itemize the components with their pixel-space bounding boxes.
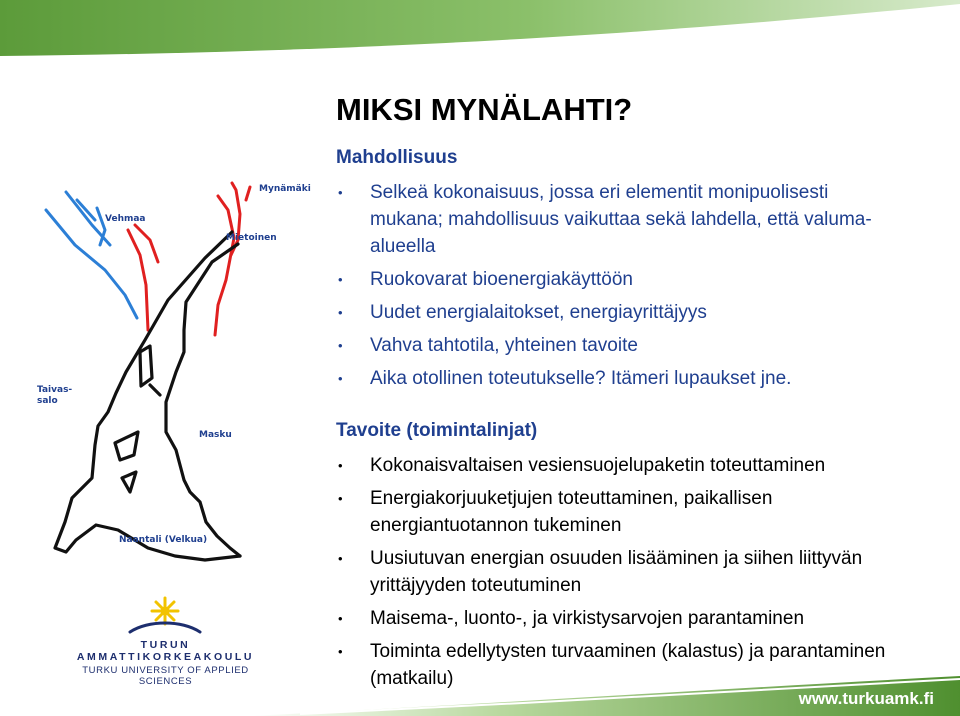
bay-map-sketch	[20, 170, 320, 570]
list-item-text: Aika otollinen toteutukselle? Itämeri lupaukset jne.	[370, 368, 792, 389]
section-goal	[336, 420, 906, 698]
list-item	[336, 605, 906, 632]
list-item-text: Selkeä kokonaisuus, jossa eri elementit monipuolisesti mukana; mahdollisuus vaikuttaa sekä lahdella, että valuma-alueella	[370, 182, 872, 257]
section-heading-goal: Tavoite (toimintalinjat)	[336, 420, 538, 441]
bullet-icon: •	[338, 305, 343, 320]
top-green-band	[0, 0, 960, 60]
map-label-masku: Masku	[199, 430, 232, 440]
goal-list	[336, 452, 906, 692]
list-item-text: Maisema-, luonto-, ja virkistysarvojen parantaminen	[370, 608, 805, 629]
bullet-icon: •	[338, 458, 343, 473]
bullet-icon: •	[338, 272, 343, 287]
bullet-icon: •	[338, 185, 343, 200]
map-label-taivassalo-1: Taivas-	[37, 385, 73, 395]
bullet-icon: •	[338, 551, 343, 566]
list-item	[336, 545, 906, 599]
bullet-icon: •	[338, 338, 343, 353]
map-label-mynamaki: Mynämäki	[259, 184, 311, 194]
section-heading-opportunity: Mahdollisuus	[336, 147, 458, 168]
logo-name-fi: TURUN AMMATTIKORKEAKOULU	[76, 639, 255, 663]
list-item	[336, 638, 906, 692]
map-label-vehmaa: Vehmaa	[105, 214, 146, 224]
list-item	[336, 332, 906, 359]
list-item-text: Vahva tahtotila, yhteinen tavoite	[370, 335, 638, 356]
list-item	[336, 365, 906, 392]
sun-emblem-icon	[58, 594, 273, 634]
list-item	[336, 452, 906, 479]
website-link[interactable]: www.turkuamk.fi	[798, 689, 934, 708]
bullet-icon: •	[338, 611, 343, 626]
list-item-text: Uusiutuvan energian osuuden lisääminen ja siihen liittyvän yrittäjyyden toteutuminen	[370, 548, 863, 596]
logo-name-en: TURKU UNIVERSITY OF APPLIED SCIENCES	[82, 665, 249, 687]
blue-river-lines	[46, 192, 137, 318]
map-label-naantali: Naantali (Velkua)	[119, 535, 208, 545]
university-logo	[58, 594, 273, 687]
map-label-mietoinen: Mietoinen	[226, 233, 277, 243]
bullet-icon: •	[338, 644, 343, 659]
list-item-text: Uudet energialaitokset, energiayrittäjyys	[370, 302, 707, 323]
bullet-icon: •	[338, 491, 343, 506]
coastline-lines	[55, 232, 240, 560]
bullet-icon: •	[338, 371, 343, 386]
list-item	[336, 299, 906, 326]
page-title: MIKSI MYNÄLAHTI?	[336, 92, 633, 127]
list-item-text: Kokonaisvaltaisen vesiensuojelupaketin toteuttaminen	[370, 455, 826, 476]
opportunity-list	[336, 179, 906, 392]
list-item-text: Toiminta edellytysten turvaaminen (kalastus) ja parantaminen (matkailu)	[370, 641, 886, 689]
list-item	[336, 485, 906, 539]
list-item	[336, 266, 906, 293]
section-opportunity	[336, 147, 906, 398]
list-item-text: Ruokovarat bioenergiakäyttöön	[370, 269, 634, 290]
list-item	[336, 179, 906, 260]
red-river-lines	[128, 183, 250, 335]
list-item-text: Energiakorjuuketjujen toteuttaminen, paikallisen energiantuotannon tukeminen	[370, 488, 773, 536]
map-label-taivassalo-2: salo	[37, 396, 58, 406]
